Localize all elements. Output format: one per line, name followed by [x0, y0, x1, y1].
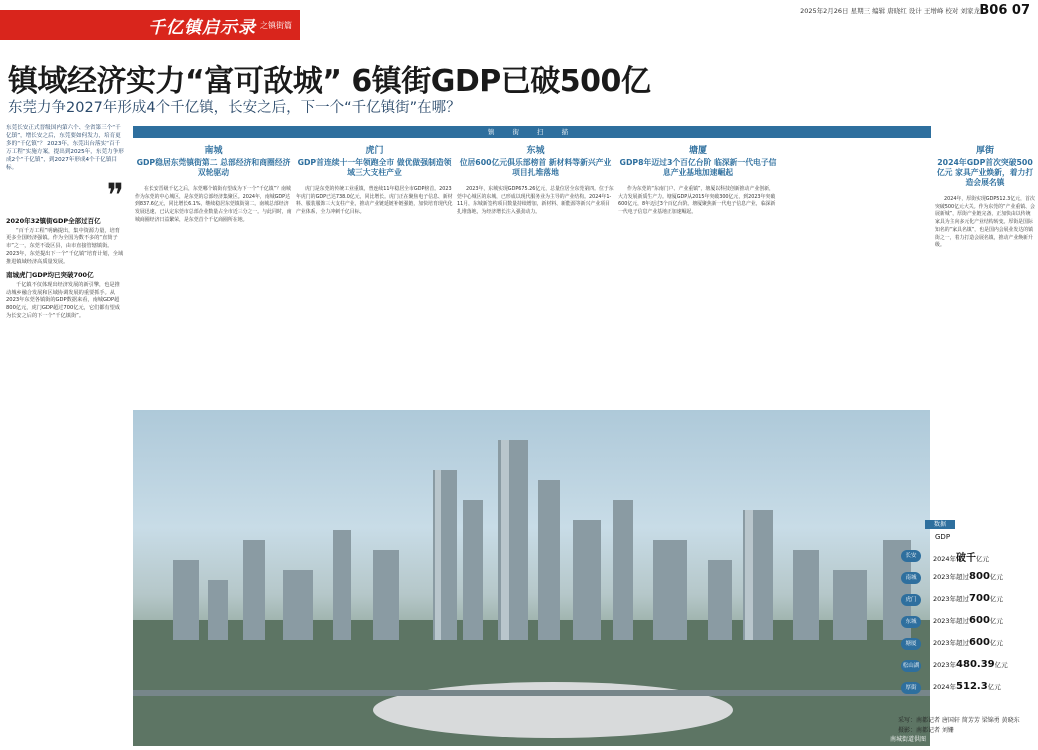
row-value: 700: [969, 593, 990, 604]
city-skyline-photo: [133, 410, 930, 746]
town-section-nancheng: [135, 143, 292, 227]
row-value: 600: [969, 615, 990, 626]
row-unit: 亿元: [989, 639, 1003, 647]
row-unit: 亿元: [994, 661, 1008, 669]
row-unit: 亿元: [989, 617, 1003, 625]
town-title: GDP稳居东莞镇街第二 总部经济和商圈经济双轮驱动: [136, 158, 291, 177]
town-section-humen: [296, 143, 453, 219]
left-subhead-1: 2020年32镇街GDP全部过百亿: [6, 217, 101, 225]
row-value: 破千: [956, 553, 977, 564]
town-body: 2024年，厚街实现GDP512.3亿元，首次突破500亿元大关。作为东莞的“产业重镇、会展新城”，厚街产业链完备，正加快由以传统家具为主向多元化产业结构转变。厚街是国际知名的“家具名镇”，也是国内会展业发达的镇街之一，着力打造会展名镇，推动产业焕新升级。: [935, 196, 1035, 249]
town-pill: 东城: [901, 616, 921, 628]
page-number: B06 07: [979, 3, 1030, 18]
row-prefix: 2024年: [933, 683, 957, 691]
town-section-houjie: [935, 143, 1035, 252]
data-row: [895, 680, 1035, 696]
town-title: 2024年GDP首次突破500亿元 家具产业焕新，着力打造会展名镇: [936, 158, 1034, 187]
town-pill: 虎门: [901, 594, 921, 606]
quote-mark-icon: ❞: [106, 176, 124, 214]
town-pill: 厚街: [901, 682, 921, 694]
column-name: 千亿镇启示录: [148, 17, 256, 38]
town-name: 南城: [204, 146, 223, 156]
section-bar: 镇 街 扫 描: [133, 126, 931, 138]
row-unit: 亿元: [976, 555, 990, 563]
credit-writers: 采写：南都记者 唐国轩 简芳芳 梁锦勇 黄晓东: [898, 717, 1020, 724]
town-title: 位居600亿元俱乐部榜首 新材料等新兴产业项目扎堆落地: [459, 158, 612, 177]
intro-text: 东莞长安正式晋级国内第六个、全省第三个“千亿镇”，增长安之后，东莞要如何发力，培育更多的“千亿镇”？ 2023年，东莞出台落实“百千万工程”实施方案，提出到2025年，东莞力争形成2个“千亿镇”，到2027年形成4个千亿镇目标。: [6, 125, 124, 171]
photo-credit: 南城街道供图: [889, 736, 926, 743]
row-unit: 亿元: [987, 683, 1001, 691]
town-section-dongcheng: [457, 143, 614, 219]
town-pill: 塘厦: [901, 638, 921, 650]
column-banner: [0, 10, 300, 40]
data-row: [895, 658, 1035, 674]
row-unit: 亿元: [989, 573, 1003, 581]
author-credits: [898, 716, 1038, 736]
town-body: 作为东莞的“东南门户、产业重镇”，塘厦以科技创新推动产业创新，大力发展新质生产力。塘厦GDP从2015年突破300亿元，到2023年突破600亿元，8年迈过3个百亿台阶。塘厦聚焦新一代电子信息产业，临深新一代电子信息产业基地正加速崛起。: [618, 186, 776, 216]
left-column: [6, 124, 124, 323]
column-section: 之镇街篇: [260, 20, 292, 30]
town-pill: 松山湖: [901, 660, 921, 672]
row-prefix: 2023年超过: [933, 573, 970, 581]
data-row: [895, 592, 1035, 608]
data-row: [895, 636, 1035, 652]
page-header: [0, 0, 1038, 42]
row-prefix: 2023年超过: [933, 595, 970, 603]
data-tag: 数据: [925, 520, 955, 529]
town-section-tangxia: [618, 143, 778, 219]
gdp-label: GDP: [935, 533, 951, 541]
row-value: 600: [969, 637, 990, 648]
town-name: 东城: [526, 146, 545, 156]
row-prefix: 2024年: [933, 555, 957, 563]
gdp-data-box: [895, 520, 1035, 720]
credit-photo: 摄影：南都记者 刘姗: [898, 727, 954, 734]
town-pill: 南城: [901, 572, 921, 584]
town-body: 虎门是东莞的传统工业重镇，曾连续11年稳居全市GDP榜首。2023年虎门的GDP已达738.0亿元，同比增长。虎门正在聚焦电子信息、新材料、服装服饰三大支柱产业，推动产业链延链补链强链，加快培育现代化产业体系，全力冲刺千亿目标。: [296, 186, 453, 216]
town-name: 塘厦: [688, 146, 707, 156]
row-prefix: 2023年: [933, 661, 957, 669]
data-row: [895, 570, 1035, 586]
row-value: 512.3: [956, 681, 988, 692]
row-value: 480.39: [956, 659, 995, 670]
row-unit: 亿元: [989, 595, 1003, 603]
row-prefix: 2023年超过: [933, 617, 970, 625]
headline: 镇域经济实力“富可敌城” 6镇街GDP已破500亿: [8, 64, 651, 99]
town-name: 厚街: [975, 146, 994, 156]
town-body: 2023年，东城实现GDP675.26亿元，总量位居全东莞第四。位于东莞中心城区的东城，已形成以现代服务业为主导的产业结构。2024年1-11月，东城新签约项目数量持续增加，新材料、新能源等新兴产业项目扎堆落地，为经济增长注入强劲动力。: [457, 186, 614, 216]
issue-meta: 2025年2月26日 星期三 编辑 唐晓红 设计 王增峰 校对 刘家龙: [800, 7, 980, 15]
row-prefix: 2023年超过: [933, 639, 970, 647]
left-paragraph-1: “百千万工程”明确提出，集中资源力量，培育更多全国经济强镇。作为全国为数不多的“直筒子市”之一，东莞不设区县，由市直接管辖镇街。2023年，东莞提出下一个“千亿镇”培育计划，全域推进镇域经济高质量发展。: [6, 227, 124, 265]
row-value: 800: [969, 571, 990, 582]
subheadline: 东莞力争2027年形成4个千亿镇，长安之后，下一个“千亿镇街”在哪？: [8, 100, 461, 116]
left-subhead-2: 南城虎门GDP均已突破700亿: [6, 271, 94, 280]
left-paragraph-2: 千亿镇不仅体现出经济发展的新引擎，也是推动城乡融合发展和区域协调发展的重要抓手。从2023年东莞各镇街的GDP数据来看，南城GDP超800亿元，虎门GDP超过700亿元，它们都有望成为长安之后的下一个“千亿镇街”。: [6, 281, 120, 319]
town-title: GDP8年迈过3个百亿台阶 临深新一代电子信息产业基地加速崛起: [619, 158, 777, 177]
town-pill: 长安: [901, 550, 921, 562]
town-body: 在长安晋级千亿之后，东莞哪个镇街有望成为下一个“千亿镇”？南城作为东莞的中心城区，是东莞的总部经济集聚区。2024年，南城GDP达到837.6亿元，同比增长6.1%，继续稳居东莞镇街第二。南城总部经济发展迅速，已认定东莞市总部企业数量占全市近三分之一。与此同时，南城商圈经济日益繁荣，是东莞首个千亿商圈所在地。: [135, 186, 292, 223]
data-row: [895, 614, 1035, 630]
data-row: [895, 548, 1035, 564]
skyline-illustration: [133, 410, 930, 746]
town-name: 虎门: [365, 146, 384, 156]
town-title: GDP首连续十一年领跑全市 做优做强制造领域三大支柱产业: [297, 158, 452, 177]
